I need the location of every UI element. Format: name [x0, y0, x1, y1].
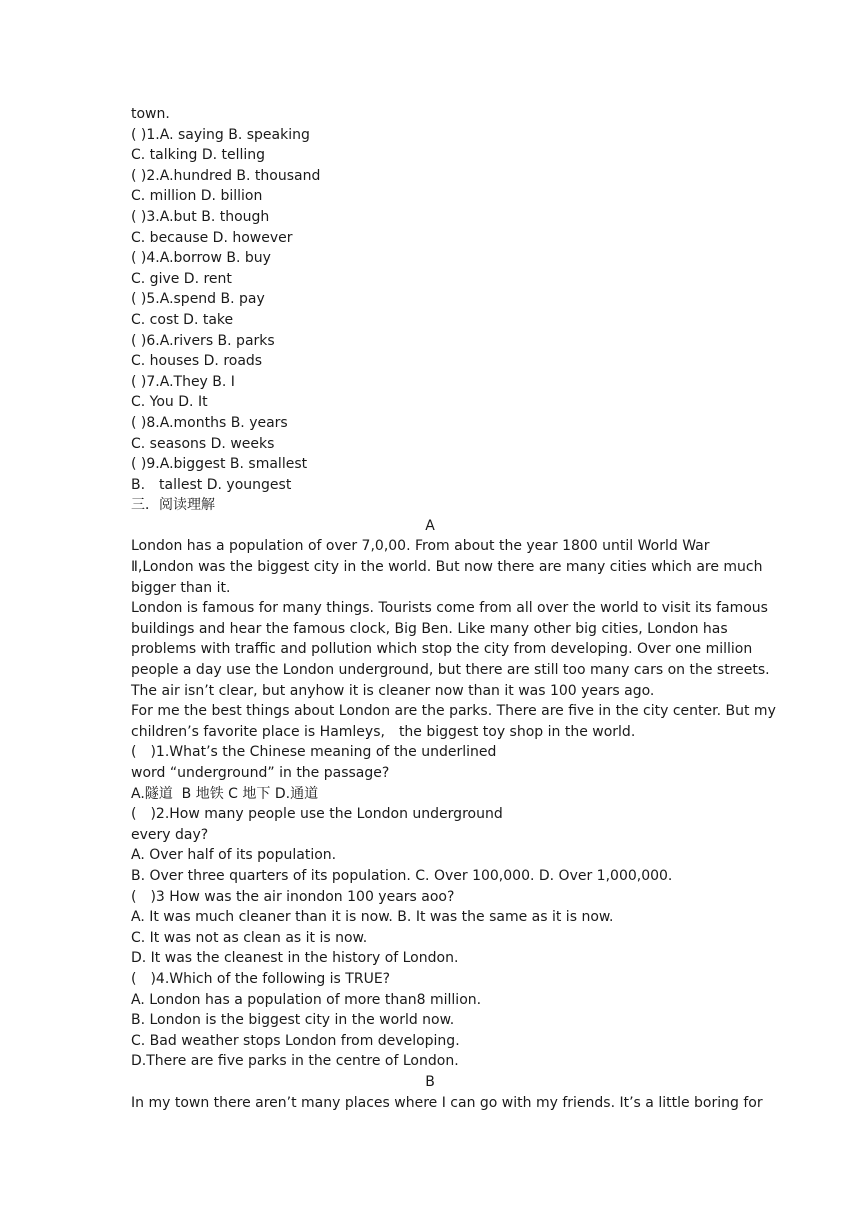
option-line: C. give D. rent	[131, 270, 232, 287]
question-line: ( )6.A.rivers B. parks	[131, 332, 275, 349]
option-line: D.There are five parks in the centre of London.	[131, 1053, 459, 1070]
option-line: A. It was much cleaner than it is now. B. It was the same as it is now.	[131, 909, 614, 926]
passage-line: bigger than it.	[131, 579, 231, 596]
option-line: A.隧道 B 地铁 C 地下 D.通道	[131, 785, 319, 802]
passage-line: people a day use the London underground, but there are still too many cars on the streets.	[131, 662, 770, 679]
passage-line: London is famous for many things. Tourists come from all over the world to visit its famous	[131, 600, 768, 617]
option-line: C. You D. It	[131, 394, 208, 411]
passage-line: problems with traffic and pollution which stop the city from developing. Over one million	[131, 641, 753, 658]
passage-label: B	[425, 1073, 435, 1090]
option-line: C. million D. billion	[131, 188, 263, 205]
option-line: B. London is the biggest city in the world now.	[131, 1012, 455, 1029]
text-line: town.	[131, 106, 170, 122]
option-line: C. It was not as clean as it is now.	[131, 929, 368, 946]
question-line: ( )9.A.biggest B. smallest	[131, 456, 308, 473]
option-line: C. Bad weather stops London from developing.	[131, 1032, 460, 1049]
passage-label: A	[425, 517, 435, 534]
document-content	[131, 104, 776, 1113]
passage-line: In my town there aren’t many places where I can go with my friends. It’s a little boring for	[131, 1094, 763, 1111]
option-line: C. talking D. telling	[131, 147, 266, 164]
option-line: C. cost D. take	[131, 311, 234, 328]
passage-line: London has a population of over 7,0,00. From about the year 1800 until World War	[131, 538, 710, 555]
option-line: C. seasons D. weeks	[131, 435, 275, 452]
question-line: ( )2.How many people use the London underground	[131, 806, 503, 823]
question-line: every day?	[131, 826, 209, 843]
question-line: ( )4.A.borrow B. buy	[131, 250, 271, 267]
option-line: C. because D. however	[131, 229, 293, 246]
passage-a	[131, 516, 776, 1072]
option-line: A. London has a population of more than8 million.	[131, 991, 482, 1008]
question-line: ( )4.Which of the following is TRUE?	[131, 970, 391, 987]
question-line: ( )1.A. saying B. speaking	[131, 126, 310, 143]
question-line: ( )2.A.hundred B. thousand	[131, 167, 321, 184]
question-line: ( )5.A.spend B. pay	[131, 291, 265, 308]
passage-line: children’s favorite place is Hamleys, the biggest toy shop in the world.	[131, 723, 636, 740]
option-line: C. houses D. roads	[131, 353, 263, 370]
question-line: ( )7.A.They B. I	[131, 373, 235, 390]
option-line: B. Over three quarters of its population. C. Over 100,000. D. Over 1,000,000.	[131, 867, 673, 884]
question-line: ( )3 How was the air inondon 100 years aoo?	[131, 888, 455, 905]
question-line: ( )3.A.but B. though	[131, 208, 270, 225]
question-line: ( )8.A.months B. years	[131, 414, 288, 431]
section-title: 三．阅读理解	[131, 497, 215, 514]
passage-line: Ⅱ,London was the biggest city in the world. But now there are many cities which are much	[131, 559, 763, 576]
passage-line: The air isn’t clear, but anyhow it is cleaner now than it was 100 years ago.	[131, 682, 655, 699]
passage-line: buildings and hear the famous clock, Big Ben. Like many other big cities, London has	[131, 620, 728, 637]
cloze-options	[131, 104, 731, 495]
passage-line: For me the best things about London are the parks. There are five in the city center. But my	[131, 703, 776, 720]
option-line: D. It was the cleanest in the history of London.	[131, 950, 459, 967]
question-line: ( )1.What’s the Chinese meaning of the underlined	[131, 744, 497, 761]
option-line: A. Over half of its population.	[131, 847, 337, 864]
question-line: word “underground” in the passage?	[131, 765, 390, 781]
option-line: B. tallest D. youngest	[131, 476, 292, 493]
passage-b	[131, 1072, 763, 1113]
